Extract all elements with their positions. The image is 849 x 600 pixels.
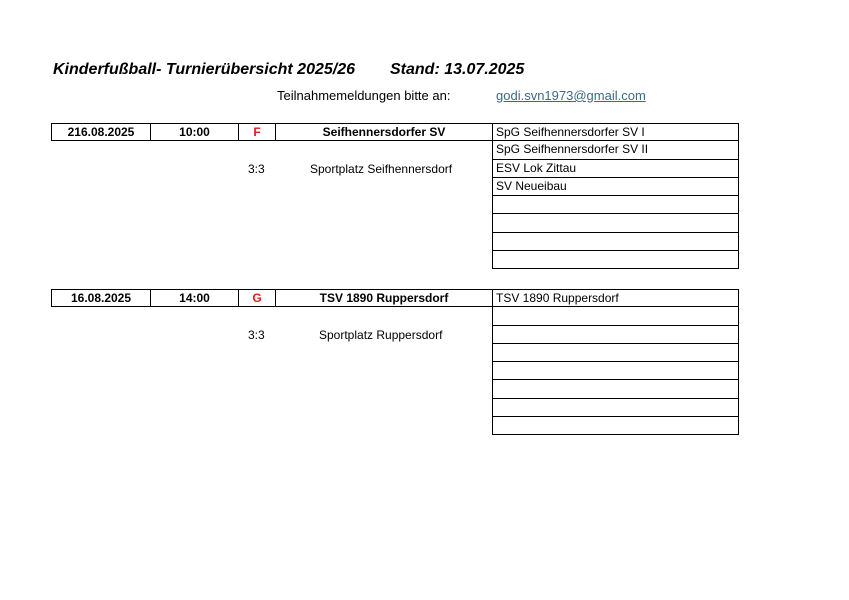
tournament-host: TSV 1890 Ruppersdorf (275, 289, 493, 307)
team-entry (492, 326, 739, 344)
tournament-group: F (238, 123, 276, 141)
tournament-time: 10:00 (150, 123, 239, 141)
team-entry (492, 399, 739, 417)
team-entry: SV Neueibau (492, 178, 739, 196)
status-date: Stand: 13.07.2025 (390, 61, 525, 78)
team-entry: ESV Lok Zittau (492, 160, 739, 178)
contact-label: Teilnahmemeldungen bitte an: (277, 88, 451, 103)
tournament-format: 3:3 (248, 328, 265, 342)
team-entry (492, 251, 739, 269)
team-list (492, 123, 739, 269)
tournament-date: 216.08.2025 (51, 123, 151, 141)
team-entry (492, 307, 739, 325)
tournament-date: 16.08.2025 (51, 289, 151, 307)
page-title: Kinderfußball- Turnierübersicht 2025/26 (53, 61, 356, 78)
team-entry: SpG Seifhennersdorfer SV II (492, 141, 739, 159)
tournament-venue: Sportplatz Ruppersdorf (319, 328, 443, 342)
tournament-host: Seifhennersdorfer SV (275, 123, 493, 141)
contact-email-link[interactable]: godi.svn1973@gmail.com (496, 88, 646, 103)
team-entry (492, 196, 739, 214)
team-entry (492, 344, 739, 362)
tournament-time: 14:00 (150, 289, 239, 307)
team-entry (492, 417, 739, 435)
team-entry (492, 233, 739, 251)
tournament-group: G (238, 289, 276, 307)
tournament-format: 3:3 (248, 162, 265, 176)
team-entry: SpG Seifhennersdorfer SV I (492, 123, 739, 141)
team-entry: TSV 1890 Ruppersdorf (492, 289, 739, 307)
team-entry (492, 362, 739, 380)
team-list (492, 289, 739, 435)
tournament-venue: Sportplatz Seifhennersdorf (310, 162, 453, 176)
team-entry (492, 380, 739, 398)
team-entry (492, 214, 739, 232)
